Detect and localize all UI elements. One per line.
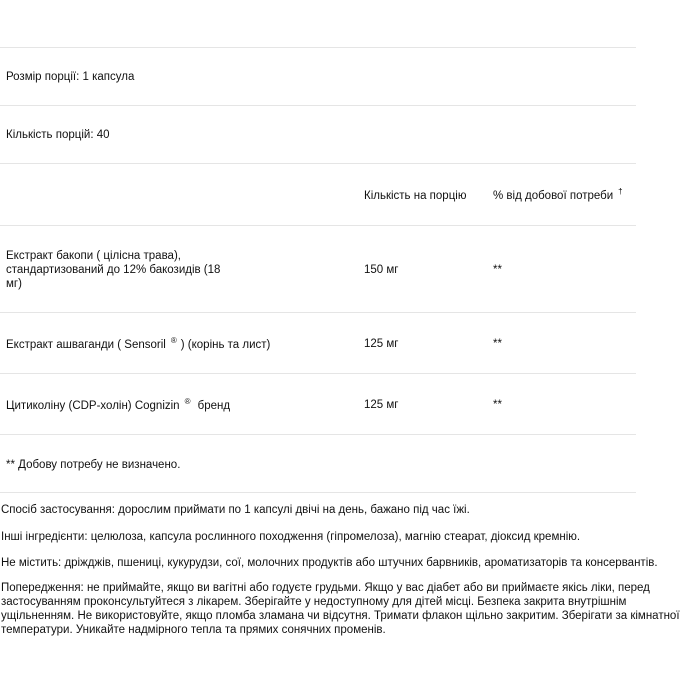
ingredient-name-part2: бренд [194, 400, 231, 412]
ingredient-dv: ** [493, 338, 502, 350]
other-ingredients-text: Інші інгредієнти: целюлоза, капсула рослинного походження (гіпромелоза), магнію стеарат, діоксид кремнію. [1, 531, 581, 543]
ingredient-amount: 125 мг [364, 399, 399, 411]
free-of-text: Не містить: дріжджів, пшениці, кукурудзи, сої, молочних продуктів або штучних барвників, ароматизаторів та консервантів. [1, 557, 658, 569]
footnote-text: ** Добову потребу не визначено. [6, 459, 181, 471]
daily-value-header [493, 189, 627, 204]
table-header-row [0, 163, 636, 226]
ingredient-dv: ** [493, 264, 502, 276]
ingredient-amount: 150 мг [364, 264, 399, 276]
registered-mark: ® [170, 336, 177, 345]
dagger-mark: † [618, 187, 623, 196]
table-bottom-divider [0, 492, 636, 493]
ingredient-amount: 125 мг [364, 338, 399, 350]
ingredient-row-citicoline [0, 373, 636, 435]
daily-value-header-label: % від добової потреби [493, 190, 614, 202]
ingredient-name-part1: Цитиколіну (CDP-холін) Cognizin [6, 400, 180, 412]
registered-mark: ® [184, 397, 191, 406]
servings-text: Кількість порцій: 40 [6, 129, 110, 141]
ingredient-dv: ** [493, 399, 502, 411]
ingredient-name [6, 338, 270, 353]
ingredient-row-bacopa [0, 225, 636, 313]
amount-per-serving-header: Кількість на порцію [364, 190, 467, 202]
directions-text: Спосіб застосування: дорослим приймати по 1 капсулі двічі на день, бажано під час їжі. [1, 504, 470, 516]
ingredient-name [6, 399, 230, 414]
ingredient-name: Екстракт бакопи ( цілісна трава), стандартизований до 12% бакозидів (18 мг) [6, 250, 221, 290]
warnings-text: Попередження: не приймайте, якщо ви вагітні або годуєте грудьми. Якщо у вас діабет або ви приймаєте якісь ліки, перед застосуванням проконсультуйтеся з лікарем. Зберігайте у недоступному для дітей місці. Безпека закрита внутрішнім ущільненням. Не використовуйте, якщо пломба зламана чи відсутня. Тримати флакон щільно закритим. Зберігати за кімнатної температури. Уникайте надмірного тепла та прямих сонячних променів. [1, 582, 680, 636]
footnote-row [0, 434, 636, 493]
serving-size-row [0, 47, 636, 106]
serving-size-text: Розмір порції: 1 капсула [6, 71, 135, 83]
ingredient-name-part2: ) (корінь та лист) [180, 339, 271, 351]
ingredient-name-part1: Екстракт ашваганди ( Sensoril [6, 339, 166, 351]
ingredient-row-ashwagandha [0, 312, 636, 374]
servings-row [0, 105, 636, 164]
